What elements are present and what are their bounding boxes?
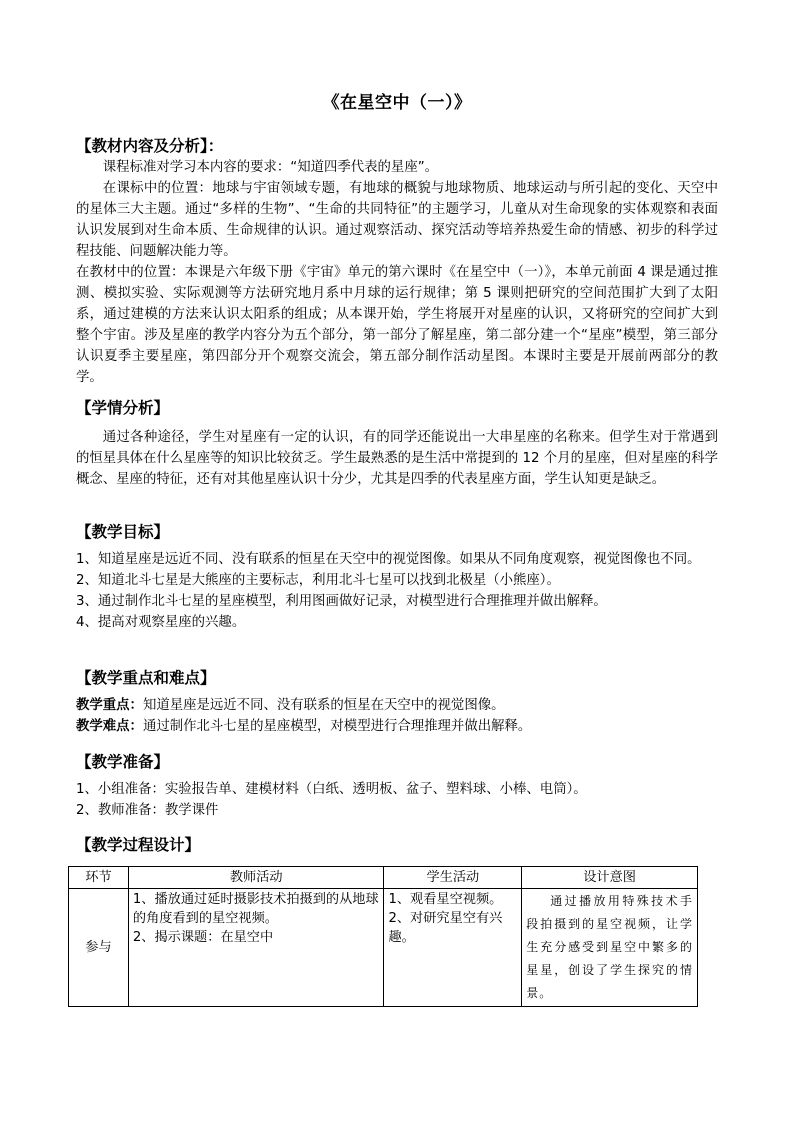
difficult-point-label: 教学难点： xyxy=(76,719,143,734)
student-activity-item: 1、观看星空视频。 xyxy=(388,892,503,907)
table-row xyxy=(69,889,698,1007)
paragraph: 在课标中的位置：地球与宇宙领域专题，有地球的概貌与地球物质、地球运动与所引起的变化、天空中的星体三大主题。通过“多样的生物”、“生命的共同特征”的主题学习，儿童从对生命现象的实体观察和表面认识发展到对生命本质、生命规律的认识。通过观察活动、探究活动等培养热爱生命的情感、初步的科学过程技能、问题解决能力等。 xyxy=(76,181,718,259)
student-activity-cell xyxy=(384,889,522,1007)
paragraph: 在教材中的位置：本课是六年级下册《宇宙》单元的第六课时《在星空中（一）》，本单元前面 4 课是通过推测、模拟实验、实际观测等方法研究地月系中月球的运行规律；第 5 课则把研究的空间范围扩大到了太阳系，通过建模的方法来认识太阳系的组成；从本课开始，学生将展开对星座的认识，又将研究的空间扩大到整个宇宙。涉及星座的教学内容分为五个部分，第一部分了解星座，第二部分建一个“星座”模型，第三部分认识夏季主要星座，第四部分开个观察交流会，第五部分制作活动星图。本课时主要是开展前两部分的教学。 xyxy=(76,265,718,385)
column-header: 环节 xyxy=(69,867,129,889)
stage-cell: 参与 xyxy=(69,889,129,1007)
list-item: 4、提高对观察星座的兴趣。 xyxy=(76,615,246,630)
paragraph: 通过各种途径，学生对星座有一定的认识，有的同学还能说出一大串星座的名称来。但学生对于常遇到的恒星具体在什么星座等的知识比较贫乏。学生最熟悉的是生活中常提到的 12 个月的星座，但对星座的科学概念、星座的特征，还有对其他星座认识十分少，尤其是四季的代表星座方面，学生认知更是缺乏。 xyxy=(76,430,718,487)
section-process-design xyxy=(76,835,718,856)
teacher-activity-cell xyxy=(128,889,384,1007)
column-header: 教师活动 xyxy=(128,867,384,889)
section-heading: 【学情分析】 xyxy=(76,399,170,417)
section-heading: 【教材内容及分析】： xyxy=(76,137,224,155)
teacher-activity-item: 1、播放通过延时摄影技术拍摄到的从地球的角度看到的星空视频。 xyxy=(132,892,379,926)
process-table xyxy=(68,866,698,1007)
section-student-analysis xyxy=(76,398,718,490)
student-activity-item: 2、对研究星空有兴趣。 xyxy=(388,911,503,945)
table-header-row xyxy=(69,867,698,889)
section-heading: 【教学重点和难点】 xyxy=(76,669,216,687)
key-point-text: 知道星座是远近不同、没有联系的恒星在天空中的视觉图像。 xyxy=(142,698,505,713)
column-header: 学生活动 xyxy=(384,867,522,889)
page-title: 《在星空中（一）》 xyxy=(322,93,472,113)
section-teaching-goals xyxy=(76,522,718,633)
teacher-activity-item: 2、揭示课题：在星空中 xyxy=(132,930,274,945)
design-intent-cell xyxy=(522,889,698,1007)
design-intent-text: 通过播放用特殊技术手段拍摄到的星空视频，让学生充分感受到星空中繁多的星星，创设了学生探究的情景。 xyxy=(526,894,693,1000)
section-heading: 【教学目标】 xyxy=(76,523,170,541)
section-key-difficulty xyxy=(76,668,718,737)
list-item: 3、通过制作北斗七星的星座模型，利用图画做好记录，对模型进行合理推理并做出解释。 xyxy=(76,594,607,609)
section-preparation xyxy=(76,752,718,821)
key-point xyxy=(76,695,718,716)
column-header: 设计意图 xyxy=(522,867,698,889)
section-heading: 【教学过程设计】 xyxy=(76,836,201,854)
list-item: 1、知道星座是远近不同、没有联系的恒星在天空中的视觉图像。如果从不同角度观察，视觉图像也不同。 xyxy=(76,552,701,567)
paragraph: 课程标准对学习本内容的要求：“知道四季代表的星座”。 xyxy=(102,160,439,175)
key-point-label: 教学重点： xyxy=(76,698,143,713)
list-item: 1、小组准备：实验报告单、建模材料（白纸、透明板、盆子、塑料球、小棒、电筒）。 xyxy=(76,782,587,797)
list-item: 2、教师准备：教学课件 xyxy=(76,803,219,818)
difficult-point-text: 通过制作北斗七星的星座模型，对模型进行合理推理并做出解释。 xyxy=(142,719,532,734)
section-materials-analysis xyxy=(76,136,718,388)
list-item: 2、知道北斗七星是大熊座的主要标志，利用北斗七星可以找到北极星（小熊座）。 xyxy=(76,573,560,588)
section-heading: 【教学准备】 xyxy=(76,753,170,771)
difficult-point xyxy=(76,716,718,737)
